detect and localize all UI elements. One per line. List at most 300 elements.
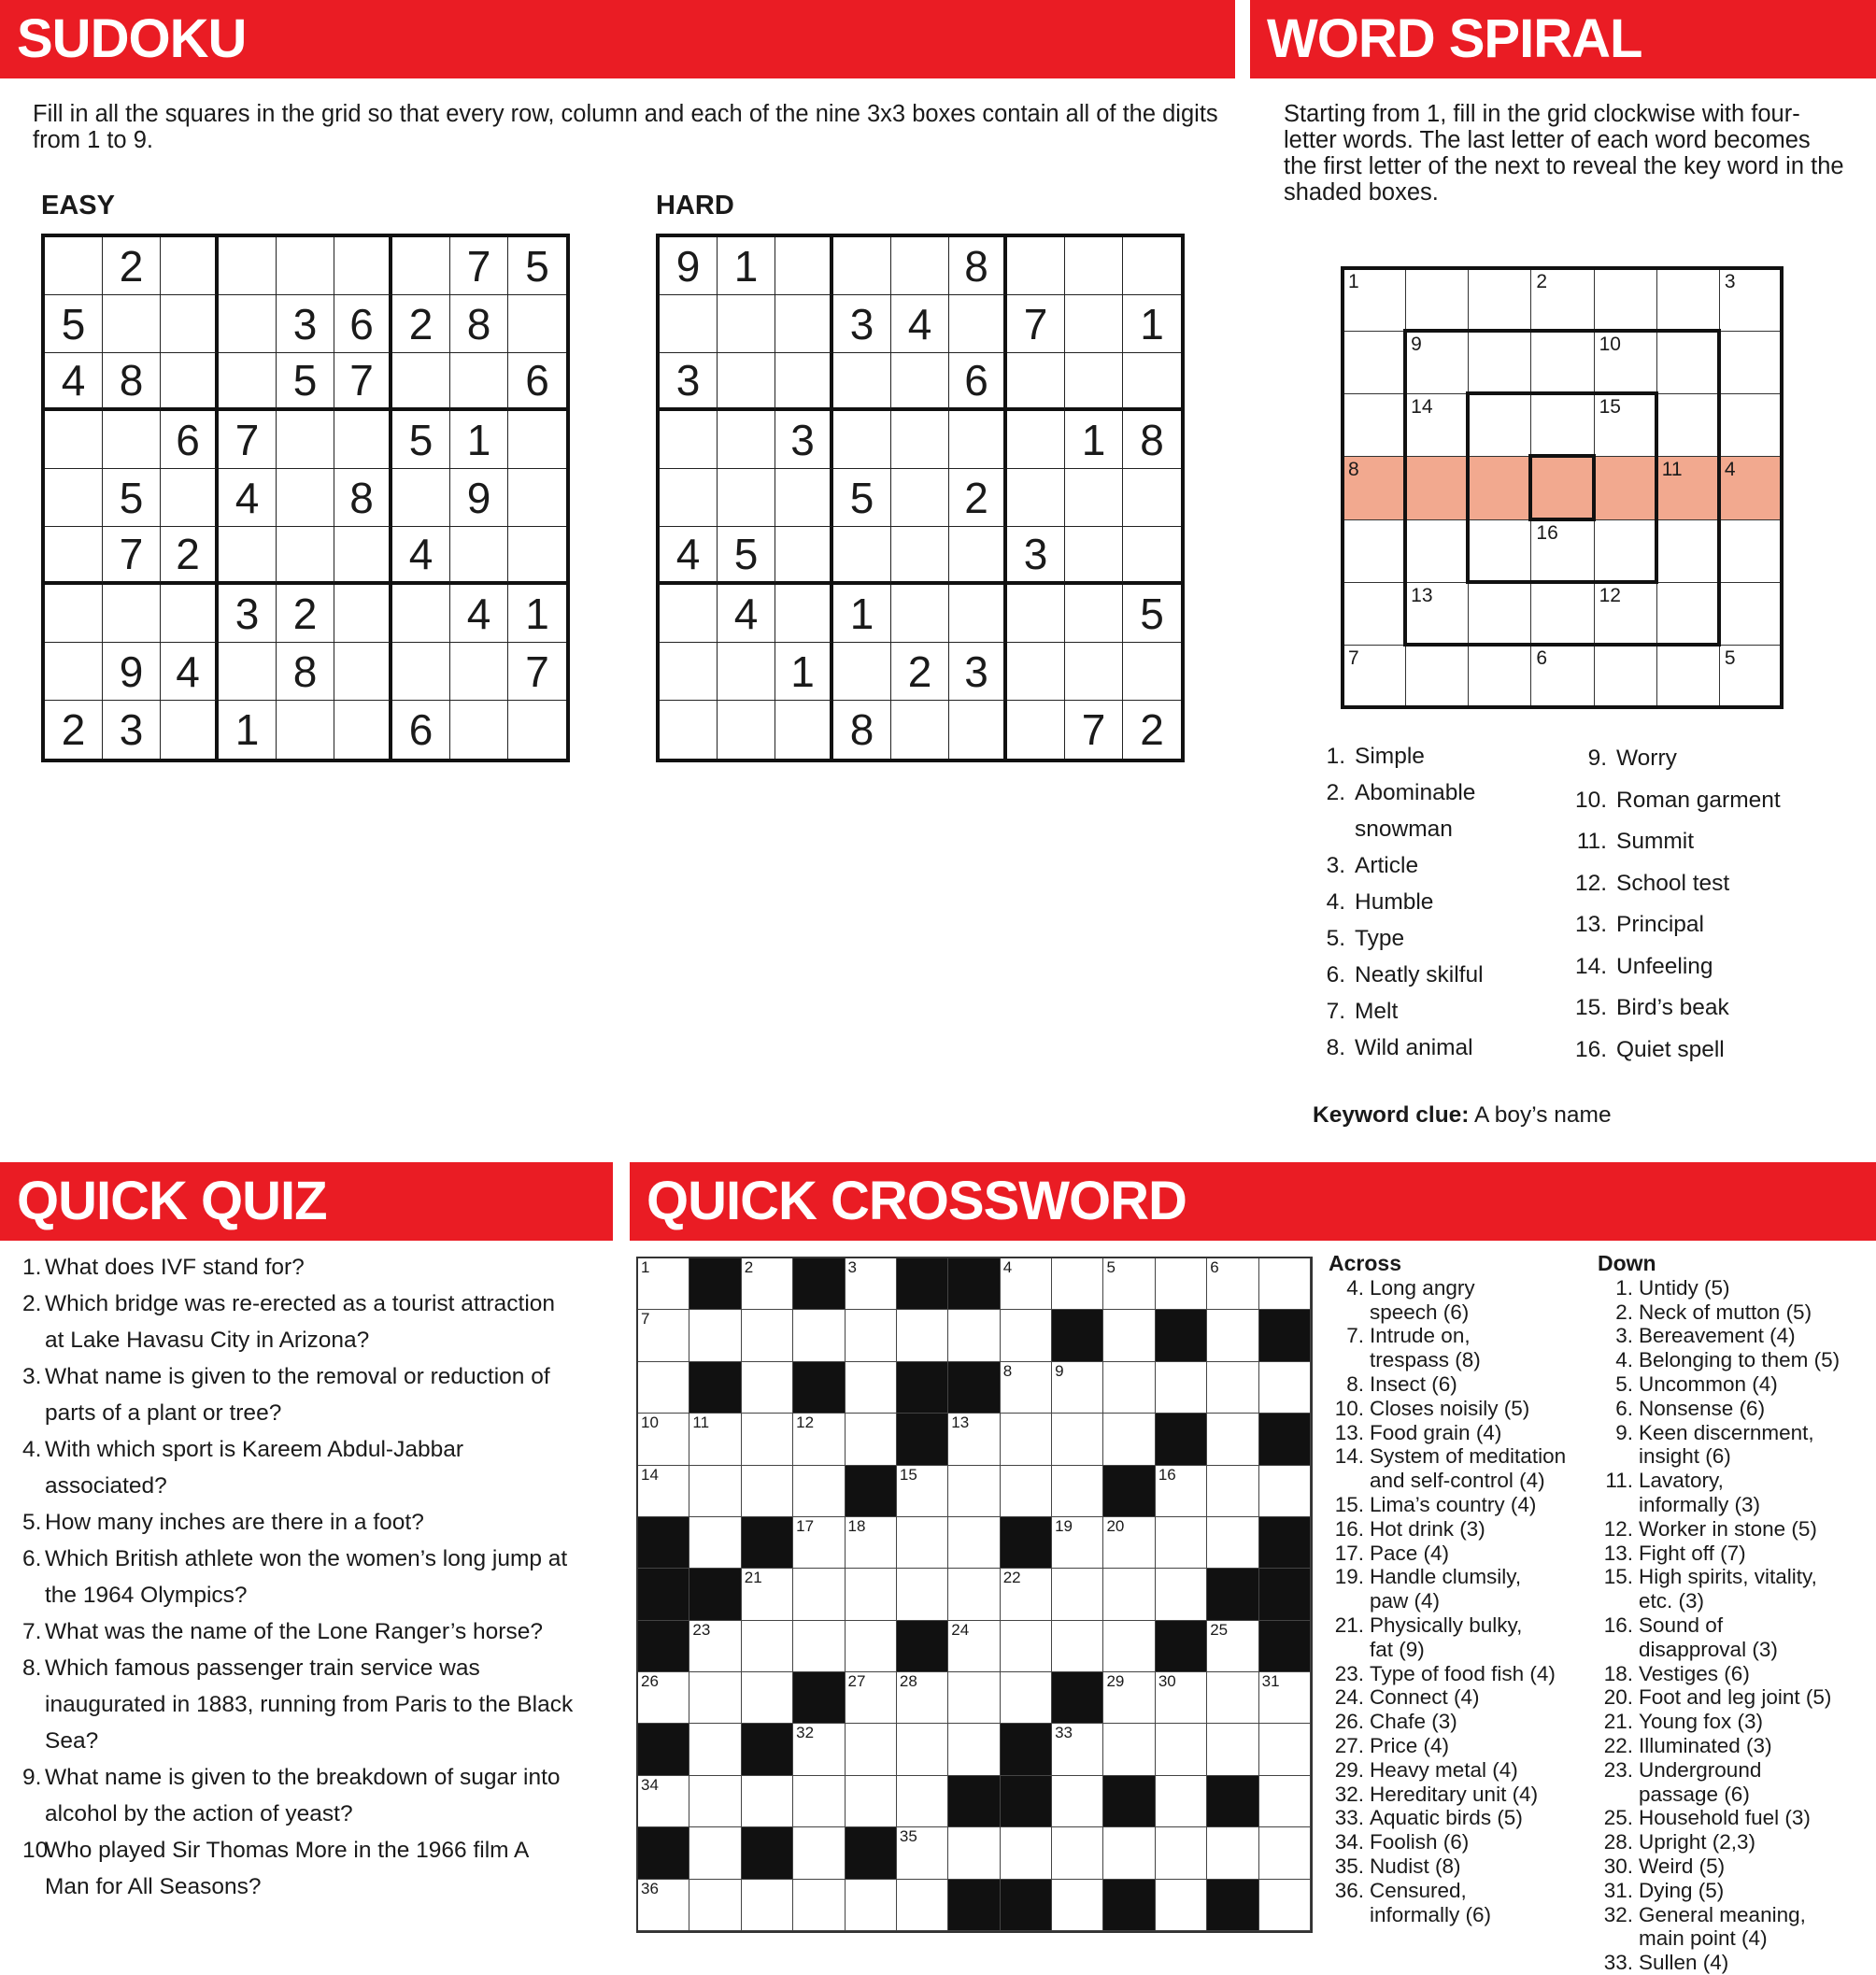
sudoku-cell[interactable] bbox=[45, 237, 103, 295]
crossword-cell[interactable] bbox=[1103, 1621, 1155, 1672]
sudoku-cell[interactable] bbox=[949, 701, 1007, 759]
sudoku-cell[interactable]: 2 bbox=[949, 469, 1007, 527]
crossword-cell[interactable] bbox=[1259, 1880, 1311, 1931]
sudoku-cell[interactable]: 1 bbox=[775, 643, 833, 701]
sudoku-cell[interactable] bbox=[1007, 701, 1065, 759]
sudoku-cell[interactable] bbox=[833, 643, 891, 701]
sudoku-cell[interactable]: 3 bbox=[775, 411, 833, 469]
crossword-cell[interactable] bbox=[1001, 1621, 1052, 1672]
sudoku-cell[interactable] bbox=[1123, 643, 1181, 701]
crossword-cell[interactable] bbox=[638, 1672, 689, 1724]
sudoku-cell[interactable] bbox=[775, 701, 833, 759]
sudoku-cell[interactable] bbox=[1007, 353, 1065, 411]
sudoku-cell[interactable] bbox=[891, 527, 949, 585]
sudoku-cell[interactable]: 1 bbox=[1065, 411, 1123, 469]
sudoku-cell[interactable] bbox=[775, 237, 833, 295]
sudoku-cell[interactable]: 5 bbox=[103, 469, 161, 527]
sudoku-cell[interactable] bbox=[775, 585, 833, 643]
sudoku-cell[interactable] bbox=[1007, 643, 1065, 701]
sudoku-cell[interactable]: 5 bbox=[508, 237, 566, 295]
crossword-cell[interactable] bbox=[689, 1880, 741, 1931]
sudoku-cell[interactable] bbox=[334, 237, 392, 295]
sudoku-cell[interactable]: 3 bbox=[277, 295, 334, 353]
crossword-cell[interactable] bbox=[1259, 1724, 1311, 1775]
sudoku-cell[interactable] bbox=[334, 643, 392, 701]
sudoku-cell[interactable]: 4 bbox=[161, 643, 219, 701]
sudoku-cell[interactable]: 7 bbox=[219, 411, 277, 469]
crossword-cell[interactable] bbox=[793, 1621, 845, 1672]
crossword-cell[interactable] bbox=[638, 1310, 689, 1361]
sudoku-cell[interactable] bbox=[660, 643, 718, 701]
sudoku-cell[interactable]: 7 bbox=[1007, 295, 1065, 353]
sudoku-cell[interactable]: 3 bbox=[103, 701, 161, 759]
crossword-cell[interactable] bbox=[897, 1569, 948, 1620]
crossword-cell[interactable] bbox=[689, 1414, 741, 1465]
crossword-cell[interactable] bbox=[846, 1310, 897, 1361]
sudoku-cell[interactable]: 7 bbox=[450, 237, 508, 295]
crossword-cell[interactable] bbox=[1001, 1466, 1052, 1517]
sudoku-cell[interactable] bbox=[392, 469, 450, 527]
sudoku-cell[interactable]: 4 bbox=[718, 585, 775, 643]
sudoku-cell[interactable] bbox=[949, 527, 1007, 585]
sudoku-cell[interactable] bbox=[392, 585, 450, 643]
sudoku-cell[interactable] bbox=[660, 411, 718, 469]
crossword-cell[interactable] bbox=[1001, 1569, 1052, 1620]
crossword-cell[interactable] bbox=[1207, 1362, 1258, 1414]
sudoku-cell[interactable] bbox=[1065, 643, 1123, 701]
crossword-cell[interactable] bbox=[793, 1569, 845, 1620]
crossword-cell[interactable] bbox=[1103, 1310, 1155, 1361]
sudoku-cell[interactable] bbox=[718, 411, 775, 469]
crossword-cell[interactable] bbox=[1001, 1258, 1052, 1310]
crossword-cell[interactable] bbox=[1156, 1880, 1207, 1931]
crossword-cell[interactable] bbox=[793, 1466, 845, 1517]
sudoku-cell[interactable] bbox=[508, 295, 566, 353]
sudoku-cell[interactable] bbox=[660, 295, 718, 353]
sudoku-cell[interactable] bbox=[219, 527, 277, 585]
sudoku-cell[interactable] bbox=[718, 353, 775, 411]
sudoku-cell[interactable]: 2 bbox=[103, 237, 161, 295]
crossword-cell[interactable] bbox=[689, 1517, 741, 1569]
crossword-cell[interactable] bbox=[1052, 1517, 1103, 1569]
crossword-cell[interactable] bbox=[846, 1258, 897, 1310]
crossword-clue-line: Dying (5) bbox=[1639, 1878, 1725, 1902]
crossword-cell[interactable] bbox=[846, 1621, 897, 1672]
crossword-cell[interactable] bbox=[1001, 1827, 1052, 1879]
crossword-cell[interactable] bbox=[793, 1776, 845, 1827]
sudoku-cell[interactable]: 6 bbox=[508, 353, 566, 411]
crossword-cell[interactable] bbox=[793, 1880, 845, 1931]
sudoku-cell[interactable]: 4 bbox=[450, 585, 508, 643]
sudoku-cell[interactable] bbox=[161, 237, 219, 295]
sudoku-cell[interactable] bbox=[450, 643, 508, 701]
sudoku-cell[interactable] bbox=[1007, 411, 1065, 469]
sudoku-cell[interactable]: 4 bbox=[219, 469, 277, 527]
sudoku-cell[interactable] bbox=[949, 295, 1007, 353]
sudoku-cell[interactable]: 1 bbox=[1123, 295, 1181, 353]
sudoku-cell[interactable] bbox=[45, 527, 103, 585]
sudoku-cell[interactable]: 9 bbox=[450, 469, 508, 527]
sudoku-cell[interactable]: 1 bbox=[508, 585, 566, 643]
sudoku-cell[interactable] bbox=[334, 585, 392, 643]
crossword-cell[interactable] bbox=[689, 1310, 741, 1361]
crossword-cell[interactable] bbox=[1207, 1466, 1258, 1517]
crossword-cell[interactable] bbox=[1156, 1362, 1207, 1414]
crossword-cell[interactable] bbox=[1207, 1827, 1258, 1879]
crossword-clue-num: 23. bbox=[1603, 1757, 1633, 1782]
crossword-cell[interactable] bbox=[1156, 1569, 1207, 1620]
spiral-clue bbox=[1308, 847, 1551, 884]
sudoku-cell[interactable]: 5 bbox=[1123, 585, 1181, 643]
sudoku-cell[interactable] bbox=[277, 237, 334, 295]
sudoku-cell[interactable] bbox=[219, 643, 277, 701]
sudoku-cell[interactable] bbox=[161, 585, 219, 643]
crossword-clue-line: main point (4) bbox=[1639, 1926, 1768, 1951]
sudoku-cell[interactable]: 3 bbox=[660, 353, 718, 411]
crossword-cell[interactable] bbox=[897, 1724, 948, 1775]
sudoku-cell[interactable] bbox=[1123, 353, 1181, 411]
crossword-cell[interactable] bbox=[846, 1672, 897, 1724]
crossword-cell[interactable] bbox=[1001, 1310, 1052, 1361]
crossword-cell[interactable] bbox=[793, 1724, 845, 1775]
sudoku-cell[interactable] bbox=[1065, 295, 1123, 353]
crossword-clue-number: 9 bbox=[1055, 1361, 1064, 1380]
sudoku-cell[interactable]: 1 bbox=[833, 585, 891, 643]
crossword-cell[interactable] bbox=[948, 1827, 1000, 1879]
sudoku-cell[interactable]: 8 bbox=[450, 295, 508, 353]
crossword-cell[interactable] bbox=[948, 1724, 1000, 1775]
crossword-cell[interactable] bbox=[1207, 1310, 1258, 1361]
crossword-cell[interactable] bbox=[1103, 1827, 1155, 1879]
sudoku-cell[interactable] bbox=[103, 295, 161, 353]
sudoku-cell[interactable] bbox=[450, 527, 508, 585]
crossword-cell[interactable] bbox=[1207, 1621, 1258, 1672]
crossword-cell[interactable] bbox=[897, 1672, 948, 1724]
crossword-cell[interactable] bbox=[1052, 1466, 1103, 1517]
crossword-cell[interactable] bbox=[1001, 1672, 1052, 1724]
crossword-cell[interactable] bbox=[1052, 1827, 1103, 1879]
crossword-cell[interactable] bbox=[1207, 1258, 1258, 1310]
sudoku-cell[interactable]: 8 bbox=[103, 353, 161, 411]
crossword-cell[interactable] bbox=[1052, 1724, 1103, 1775]
crossword-cell[interactable] bbox=[1052, 1414, 1103, 1465]
sudoku-cell[interactable]: 8 bbox=[277, 643, 334, 701]
sudoku-cell[interactable] bbox=[660, 585, 718, 643]
sudoku-cell[interactable] bbox=[508, 701, 566, 759]
sudoku-cell[interactable] bbox=[833, 237, 891, 295]
sudoku-cell[interactable] bbox=[1007, 585, 1065, 643]
sudoku-cell[interactable] bbox=[1065, 353, 1123, 411]
crossword-cell[interactable] bbox=[638, 1362, 689, 1414]
sudoku-cell[interactable] bbox=[833, 411, 891, 469]
sudoku-cell[interactable]: 3 bbox=[949, 643, 1007, 701]
sudoku-cell[interactable]: 4 bbox=[660, 527, 718, 585]
crossword-cell[interactable] bbox=[638, 1414, 689, 1465]
sudoku-cell[interactable] bbox=[277, 527, 334, 585]
sudoku-cell[interactable]: 8 bbox=[1123, 411, 1181, 469]
sudoku-cell[interactable] bbox=[891, 585, 949, 643]
sudoku-cell[interactable] bbox=[161, 469, 219, 527]
sudoku-cell[interactable]: 8 bbox=[949, 237, 1007, 295]
crossword-down-clue bbox=[1598, 1421, 1869, 1470]
crossword-cell[interactable] bbox=[948, 1414, 1000, 1465]
sudoku-cell[interactable]: 5 bbox=[718, 527, 775, 585]
sudoku-cell[interactable]: 2 bbox=[161, 527, 219, 585]
crossword-cell[interactable] bbox=[742, 1621, 793, 1672]
sudoku-cell[interactable] bbox=[891, 353, 949, 411]
crossword-cell[interactable] bbox=[1259, 1362, 1311, 1414]
sudoku-cell[interactable] bbox=[392, 643, 450, 701]
crossword-cell[interactable] bbox=[689, 1672, 741, 1724]
sudoku-cell[interactable] bbox=[718, 701, 775, 759]
sudoku-cell[interactable] bbox=[45, 643, 103, 701]
crossword-clue-number: 20 bbox=[1106, 1516, 1125, 1535]
crossword-cell[interactable] bbox=[846, 1517, 897, 1569]
crossword-cell[interactable] bbox=[742, 1880, 793, 1931]
sudoku-cell[interactable] bbox=[103, 585, 161, 643]
sudoku-cell[interactable]: 7 bbox=[1065, 701, 1123, 759]
sudoku-cell[interactable] bbox=[775, 469, 833, 527]
sudoku-cell[interactable]: 6 bbox=[161, 411, 219, 469]
sudoku-cell[interactable]: 2 bbox=[277, 585, 334, 643]
crossword-cell[interactable] bbox=[689, 1466, 741, 1517]
crossword-cell[interactable] bbox=[1052, 1362, 1103, 1414]
crossword-cell[interactable] bbox=[1052, 1258, 1103, 1310]
crossword-cell[interactable] bbox=[948, 1517, 1000, 1569]
sudoku-cell[interactable] bbox=[949, 585, 1007, 643]
crossword-cell[interactable] bbox=[1103, 1724, 1155, 1775]
sudoku-cell[interactable] bbox=[508, 469, 566, 527]
crossword-cell[interactable] bbox=[1259, 1827, 1311, 1879]
crossword-cell[interactable] bbox=[948, 1310, 1000, 1361]
sudoku-cell[interactable]: 9 bbox=[103, 643, 161, 701]
crossword-cell[interactable] bbox=[948, 1569, 1000, 1620]
crossword-cell[interactable] bbox=[1207, 1724, 1258, 1775]
sudoku-cell[interactable]: 6 bbox=[392, 701, 450, 759]
crossword-cell[interactable] bbox=[638, 1466, 689, 1517]
crossword-cell[interactable] bbox=[1052, 1621, 1103, 1672]
crossword-cell[interactable] bbox=[948, 1466, 1000, 1517]
sudoku-cell[interactable]: 4 bbox=[392, 527, 450, 585]
crossword-cell[interactable] bbox=[793, 1517, 845, 1569]
sudoku-cell[interactable]: 1 bbox=[718, 237, 775, 295]
sudoku-cell[interactable] bbox=[450, 353, 508, 411]
sudoku-cell[interactable] bbox=[392, 353, 450, 411]
crossword-across-clue bbox=[1329, 1276, 1592, 1325]
sudoku-cell[interactable]: 9 bbox=[660, 237, 718, 295]
sudoku-cell[interactable] bbox=[392, 237, 450, 295]
crossword-across-clue bbox=[1329, 1879, 1592, 1927]
crossword-cell[interactable] bbox=[1156, 1517, 1207, 1569]
crossword-cell[interactable] bbox=[793, 1414, 845, 1465]
crossword-cell[interactable] bbox=[948, 1621, 1000, 1672]
crossword-cell[interactable] bbox=[897, 1517, 948, 1569]
sudoku-cell[interactable]: 8 bbox=[334, 469, 392, 527]
sudoku-cell[interactable]: 1 bbox=[450, 411, 508, 469]
crossword-cell[interactable] bbox=[1103, 1258, 1155, 1310]
crossword-cell[interactable] bbox=[1156, 1776, 1207, 1827]
sudoku-cell[interactable] bbox=[949, 411, 1007, 469]
sudoku-cell[interactable] bbox=[660, 469, 718, 527]
crossword-cell[interactable] bbox=[1052, 1880, 1103, 1931]
crossword-cell[interactable] bbox=[742, 1310, 793, 1361]
sudoku-cell[interactable]: 6 bbox=[334, 295, 392, 353]
sudoku-cell[interactable] bbox=[334, 701, 392, 759]
sudoku-cell[interactable]: 7 bbox=[334, 353, 392, 411]
sudoku-cell[interactable] bbox=[277, 469, 334, 527]
crossword-cell[interactable] bbox=[948, 1672, 1000, 1724]
sudoku-cell[interactable]: 3 bbox=[1007, 527, 1065, 585]
crossword-cell[interactable] bbox=[638, 1776, 689, 1827]
sudoku-cell[interactable] bbox=[1065, 469, 1123, 527]
sudoku-cell[interactable] bbox=[103, 411, 161, 469]
sudoku-cell[interactable] bbox=[775, 353, 833, 411]
sudoku-cell[interactable] bbox=[450, 701, 508, 759]
sudoku-cell[interactable] bbox=[1007, 469, 1065, 527]
sudoku-cell[interactable] bbox=[833, 353, 891, 411]
sudoku-cell[interactable]: 2 bbox=[1140, 705, 1164, 754]
sudoku-cell[interactable] bbox=[334, 411, 392, 469]
crossword-cell[interactable] bbox=[742, 1258, 793, 1310]
sudoku-cell[interactable] bbox=[891, 701, 949, 759]
crossword-cell[interactable] bbox=[1052, 1569, 1103, 1620]
crossword-cell[interactable] bbox=[1103, 1569, 1155, 1620]
sudoku-cell[interactable] bbox=[1123, 527, 1181, 585]
crossword-cell[interactable] bbox=[1103, 1672, 1155, 1724]
sudoku-cell[interactable] bbox=[334, 527, 392, 585]
sudoku-cell[interactable] bbox=[1123, 469, 1181, 527]
crossword-cell[interactable] bbox=[846, 1724, 897, 1775]
crossword-cell[interactable] bbox=[897, 1310, 948, 1361]
crossword-cell[interactable] bbox=[846, 1880, 897, 1931]
crossword-cell[interactable] bbox=[793, 1310, 845, 1361]
crossword-cell[interactable] bbox=[897, 1466, 948, 1517]
sudoku-cell[interactable]: 2 bbox=[891, 643, 949, 701]
crossword-cell[interactable] bbox=[742, 1362, 793, 1414]
crossword-cell[interactable] bbox=[638, 1880, 689, 1931]
sudoku-cell[interactable] bbox=[1065, 585, 1123, 643]
crossword-cell[interactable] bbox=[897, 1776, 948, 1827]
crossword-cell[interactable] bbox=[1259, 1672, 1311, 1724]
crossword-cell[interactable] bbox=[1052, 1776, 1103, 1827]
crossword-cell[interactable] bbox=[742, 1569, 793, 1620]
sudoku-cell[interactable]: 5 bbox=[833, 469, 891, 527]
sudoku-cell[interactable] bbox=[161, 353, 219, 411]
crossword-cell[interactable] bbox=[793, 1827, 845, 1879]
crossword-cell[interactable] bbox=[1207, 1672, 1258, 1724]
sudoku-cell[interactable] bbox=[161, 295, 219, 353]
crossword-clue-line: Bereavement (4) bbox=[1639, 1324, 1796, 1348]
sudoku-cell[interactable] bbox=[775, 527, 833, 585]
sudoku-cell[interactable]: 7 bbox=[508, 643, 566, 701]
crossword-cell[interactable] bbox=[846, 1414, 897, 1465]
crossword-black-square bbox=[1259, 1310, 1311, 1361]
sudoku-cell[interactable] bbox=[508, 527, 566, 585]
crossword-cell[interactable] bbox=[1103, 1414, 1155, 1465]
sudoku-cell[interactable] bbox=[718, 295, 775, 353]
crossword-cell[interactable] bbox=[1259, 1466, 1311, 1517]
sudoku-cell[interactable] bbox=[277, 701, 334, 759]
sudoku-cell[interactable] bbox=[45, 585, 103, 643]
sudoku-cell[interactable] bbox=[718, 643, 775, 701]
crossword-cell[interactable] bbox=[742, 1776, 793, 1827]
crossword-cell[interactable] bbox=[1001, 1414, 1052, 1465]
sudoku-cell[interactable]: 4 bbox=[45, 353, 103, 411]
sudoku-cell[interactable]: 4 bbox=[891, 295, 949, 353]
crossword-cell[interactable] bbox=[689, 1621, 741, 1672]
sudoku-cell[interactable] bbox=[219, 295, 277, 353]
crossword-cell[interactable] bbox=[897, 1827, 948, 1879]
sudoku-cell[interactable] bbox=[718, 469, 775, 527]
crossword-cell[interactable] bbox=[742, 1672, 793, 1724]
crossword-cell[interactable] bbox=[1103, 1517, 1155, 1569]
crossword-cell[interactable] bbox=[689, 1776, 741, 1827]
sudoku-cell[interactable]: 8 bbox=[833, 701, 891, 759]
sudoku-cell[interactable] bbox=[660, 701, 718, 759]
crossword-cell[interactable] bbox=[1259, 1776, 1311, 1827]
crossword-cell[interactable] bbox=[1156, 1827, 1207, 1879]
crossword-cell[interactable] bbox=[1103, 1362, 1155, 1414]
sudoku-cell[interactable] bbox=[277, 411, 334, 469]
crossword-cell[interactable] bbox=[742, 1466, 793, 1517]
sudoku-cell[interactable] bbox=[161, 701, 219, 759]
sudoku-cell[interactable] bbox=[1065, 527, 1123, 585]
sudoku-cell[interactable]: 3 bbox=[833, 295, 891, 353]
crossword-cell[interactable] bbox=[742, 1414, 793, 1465]
sudoku-cell[interactable]: 6 bbox=[949, 353, 1007, 411]
crossword-cell[interactable] bbox=[1156, 1724, 1207, 1775]
sudoku-cell[interactable]: 2 bbox=[392, 295, 450, 353]
crossword-clue-text bbox=[1639, 1542, 1869, 1566]
sudoku-cell[interactable]: 7 bbox=[103, 527, 161, 585]
sudoku-cell[interactable] bbox=[775, 295, 833, 353]
sudoku-cell[interactable] bbox=[891, 411, 949, 469]
sudoku-cell[interactable] bbox=[891, 237, 949, 295]
crossword-clue-text bbox=[1370, 1879, 1592, 1927]
sudoku-cell[interactable]: 5 bbox=[392, 411, 450, 469]
crossword-cell[interactable] bbox=[638, 1258, 689, 1310]
sudoku-cell[interactable] bbox=[45, 469, 103, 527]
crossword-cell[interactable] bbox=[689, 1827, 741, 1879]
crossword-cell[interactable] bbox=[1207, 1517, 1258, 1569]
crossword-cell[interactable] bbox=[689, 1724, 741, 1775]
sudoku-cell[interactable] bbox=[508, 411, 566, 469]
crossword-cell[interactable] bbox=[1156, 1258, 1207, 1310]
sudoku-cell[interactable] bbox=[219, 353, 277, 411]
sudoku-cell[interactable]: 1 bbox=[219, 701, 277, 759]
sudoku-cell[interactable] bbox=[1007, 237, 1065, 295]
crossword-cell[interactable] bbox=[846, 1776, 897, 1827]
sudoku-cell[interactable] bbox=[1065, 237, 1123, 295]
crossword-cell[interactable] bbox=[1001, 1362, 1052, 1414]
sudoku-cell[interactable] bbox=[45, 411, 103, 469]
sudoku-cell[interactable] bbox=[891, 469, 949, 527]
crossword-cell[interactable] bbox=[846, 1569, 897, 1620]
sudoku-cell[interactable] bbox=[1123, 237, 1181, 295]
sudoku-cell[interactable]: 5 bbox=[277, 353, 334, 411]
sudoku-cell[interactable] bbox=[219, 237, 277, 295]
sudoku-cell[interactable] bbox=[833, 527, 891, 585]
crossword-cell[interactable] bbox=[1156, 1466, 1207, 1517]
sudoku-cell[interactable]: 3 bbox=[219, 585, 277, 643]
sudoku-cell[interactable]: 2 bbox=[45, 701, 103, 759]
crossword-cell[interactable] bbox=[1207, 1414, 1258, 1465]
crossword-cell[interactable] bbox=[1156, 1672, 1207, 1724]
crossword-cell[interactable] bbox=[846, 1362, 897, 1414]
crossword-cell[interactable] bbox=[1259, 1258, 1311, 1310]
crossword-cell[interactable] bbox=[897, 1880, 948, 1931]
sudoku-cell[interactable]: 5 bbox=[45, 295, 103, 353]
